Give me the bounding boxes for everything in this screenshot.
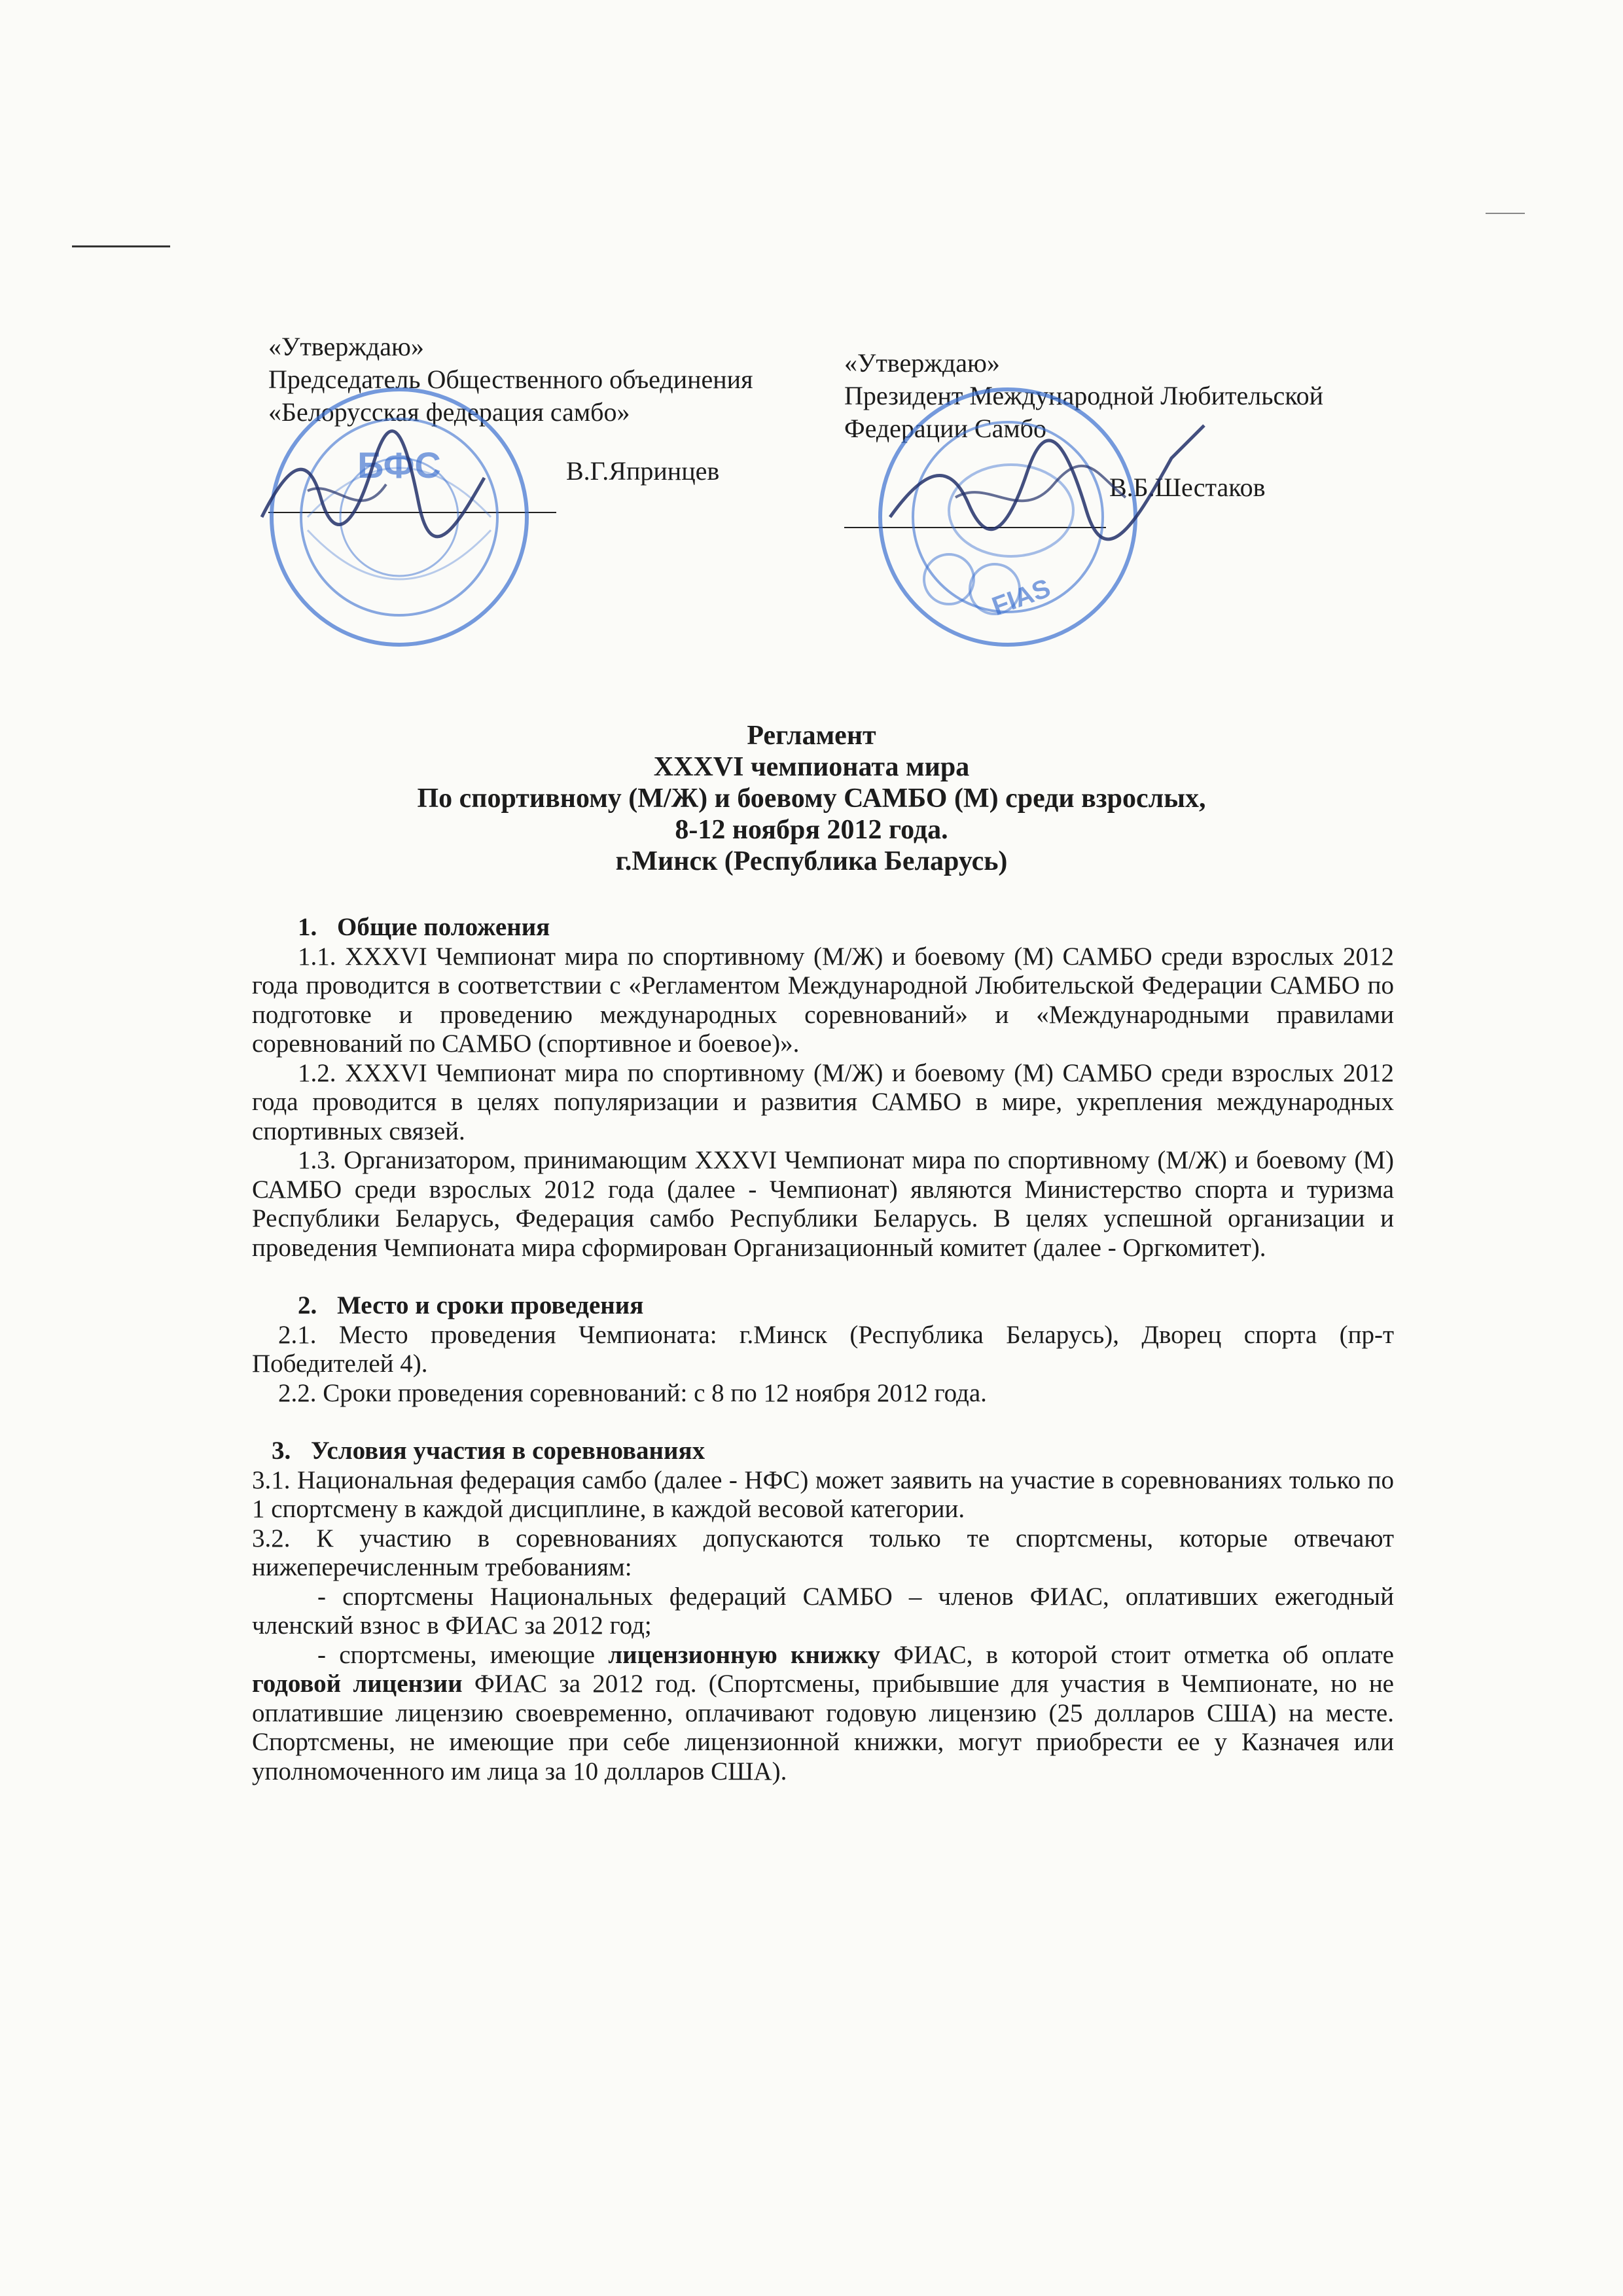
approval-position-line: Председатель Общественного объединения (268, 365, 753, 394)
section-3 (252, 1437, 1394, 1786)
title-line: XXXVI чемпионата мира (653, 752, 970, 782)
approval-signer-name: В.Б.Шестаков (1109, 473, 1266, 502)
approval-label: «Утверждаю» (268, 332, 424, 361)
section-heading (252, 913, 1394, 942)
approval-position-line: Федерации Самбо (844, 414, 1047, 443)
section-title: Условия участия в соревнованиях (311, 1437, 705, 1465)
paragraph: 1.3. Организатором, принимающим XXXVI Чемпионат мира по спортивному (М/Ж) и боевому (М) САМБО среди взрослых 2012 года (далее - Чемпионат) являются Министерство спорта и туризма Республики Беларусь, Федерация самбо Республики Беларусь. В целях успешной организации и проведения Чемпионата мира сформирован Организационный комитет (далее - Оргкомитет). (252, 1146, 1394, 1262)
paragraph: 3.1. Национальная федерация самбо (далее - НФС) может заявить на участие в соревнованиях только по 1 спортсмену в каждой дисциплине, в каждой весовой категории. (252, 1465, 1394, 1523)
paragraph: 2.2. Сроки проведения соревнований: с 8 по 12 ноября 2012 года. (278, 1378, 987, 1407)
emphasis-text: лицензионную книжку (608, 1640, 881, 1669)
approval-position-line: «Белорусская федерация самбо» (268, 397, 630, 427)
paragraph: 1.2. XXXVI Чемпионат мира по спортивному (М/Ж) и боевому (М) САМБО среди взрослых 2012 года проводится в целях популяризации и развития САМБО в мире, укрепления международных спортивных связей. (252, 1058, 1394, 1145)
list-item (252, 1641, 1394, 1787)
section-1 (252, 913, 1394, 1263)
title-line: По спортивному (М/Ж) и боевому САМБО (М) среди взрослых, (417, 783, 1206, 814)
text-run: ФИАС, в которой стоит отметка об оплате (880, 1640, 1394, 1669)
paragraph: 1.1. XXXVI Чемпионат мира по спортивному (М/Ж) и боевому (М) САМБО среди взрослых 2012 года проводится в соответствии с «Регламентом Международной Любительской Федерации САМБО по подготовке и проведению международных соревнований» и «Международными правилами соревнований по САМБО (спортивное и боевое)». (252, 942, 1394, 1058)
signature-left (249, 425, 524, 543)
scan-artifact-line (72, 245, 170, 247)
section-title: Общие положения (337, 913, 550, 941)
stamp-fias-text: FIAS (988, 573, 1054, 622)
section-heading (252, 1437, 1394, 1466)
paragraph: 2.1. Место проведения Чемпионата: г.Минск (Республика Беларусь), Дворец спорта (пр-т Победителей 4). (252, 1320, 1394, 1378)
section-title: Место и сроки проведения (337, 1291, 644, 1319)
stamp-bfs-text: БФС (357, 444, 441, 486)
approval-signer-name: В.Г.Япринцев (566, 456, 720, 486)
section-number: 1. (298, 913, 317, 941)
text-run: - спортсмены, имеющие (317, 1640, 609, 1669)
text-run: ФИАС за 2012 год. (Спортсмены, прибывшие для участия в Чемпионате, но не оплатившие лицензию своевременно, оплачивают годовую лицензию (25 долларов США) на месте. Спортсмены, не имеющие при себе лицензионной книжки, могут приобрести ее у Казначея или уполномоченного им лица за 10 долларов США). (252, 1670, 1394, 1785)
section-2 (252, 1291, 1394, 1408)
title-line: Регламент (747, 721, 876, 751)
approval-position-line: Президент Международной Любительской (844, 381, 1324, 410)
document-body (252, 913, 1394, 1786)
title-line: 8-12 ноября 2012 года. (675, 815, 948, 845)
section-number: 2. (298, 1291, 317, 1319)
paragraph: 3.2. К участию в соревнованиях допускаются только те спортсмены, которые отвечают нижеперечисленным требованиям: (252, 1524, 1394, 1581)
signature-right (877, 419, 1217, 543)
list-item: - спортсмены Национальных федераций САМБО – членов ФИАС, оплативших ежегодный членский взнос в ФИАС за 2012 год; (252, 1582, 1394, 1640)
section-heading (252, 1291, 1394, 1321)
approval-label: «Утверждаю» (844, 348, 1000, 378)
document-title (196, 720, 1427, 877)
title-line: г.Минск (Республика Беларусь) (615, 846, 1008, 876)
emphasis-text: годовой лицензии (252, 1670, 463, 1698)
scan-artifact-line (1486, 213, 1525, 214)
section-number: 3. (272, 1437, 291, 1465)
